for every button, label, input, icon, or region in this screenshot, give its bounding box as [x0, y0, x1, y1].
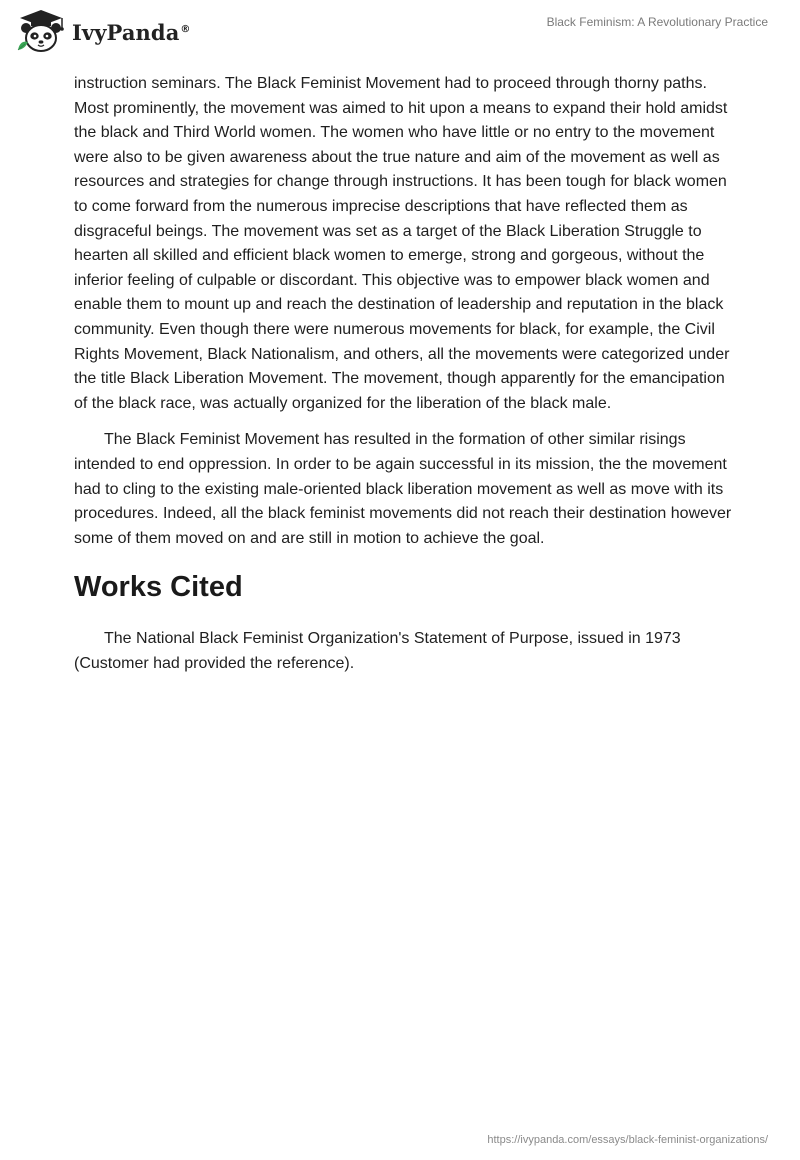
brand-name: IvyPanda® [72, 19, 191, 45]
brand-registered-mark: ® [180, 23, 191, 35]
brand-logo[interactable] [12, 8, 191, 54]
works-cited-heading: Works Cited [74, 571, 243, 604]
body-paragraph-1: instruction seminars. The Black Feminist Movement had to proceed through thorny paths. Most prominently, the movement was aimed to hit upon a means to expand their hold amidst the black and Third World women. The women who have little or no entry to the movement were also to be given awareness about the true nature and aim of the movement as well as resources and strategies for change through instructions. It has been tough for black women to come forward from the numerous imprecise descriptions that have reflected them as disgraceful beings. The movement was set as a target of the Black Liberation Struggle to hearten all skilled and efficient black women to emerge, strong and gorgeous, without the inferior feeling of culpable or discordant. This objective was to empower black women and enable them to mount up and reach the destination of leadership and reputation in the black community. Even though there were numerous movements for black, for example, the Civil Rights Movement, Black Nationalism, and others, all the movements were categorized under the title Black Liberation Movement. The movement, though apparently for the emancipation of the black race, was actually organized for the liberation of the black male. [74, 75, 730, 412]
body-paragraph-2: The Black Feminist Movement has resulted in the formation of other similar risings intended to end oppression. In order to be again successful in its mission, the the movement had to cling to the existing male-oriented black liberation movement as well as move with its procedures. Indeed, all the black feminist movements did not reach their destination however some of them moved on and are still in motion to achieve the goal. [74, 431, 732, 547]
panda-graduate-icon [12, 8, 70, 54]
citation-entry: The National Black Feminist Organization's Statement of Purpose, issued in 1973 (Customer had provided the reference). [74, 630, 681, 672]
source-url[interactable]: https://ivypanda.com/essays/black-feminist-organizations/ [487, 1134, 768, 1146]
page-header [0, 0, 800, 64]
essay-content [74, 72, 734, 688]
document-title: Black Feminism: A Revolutionary Practice [546, 15, 768, 29]
